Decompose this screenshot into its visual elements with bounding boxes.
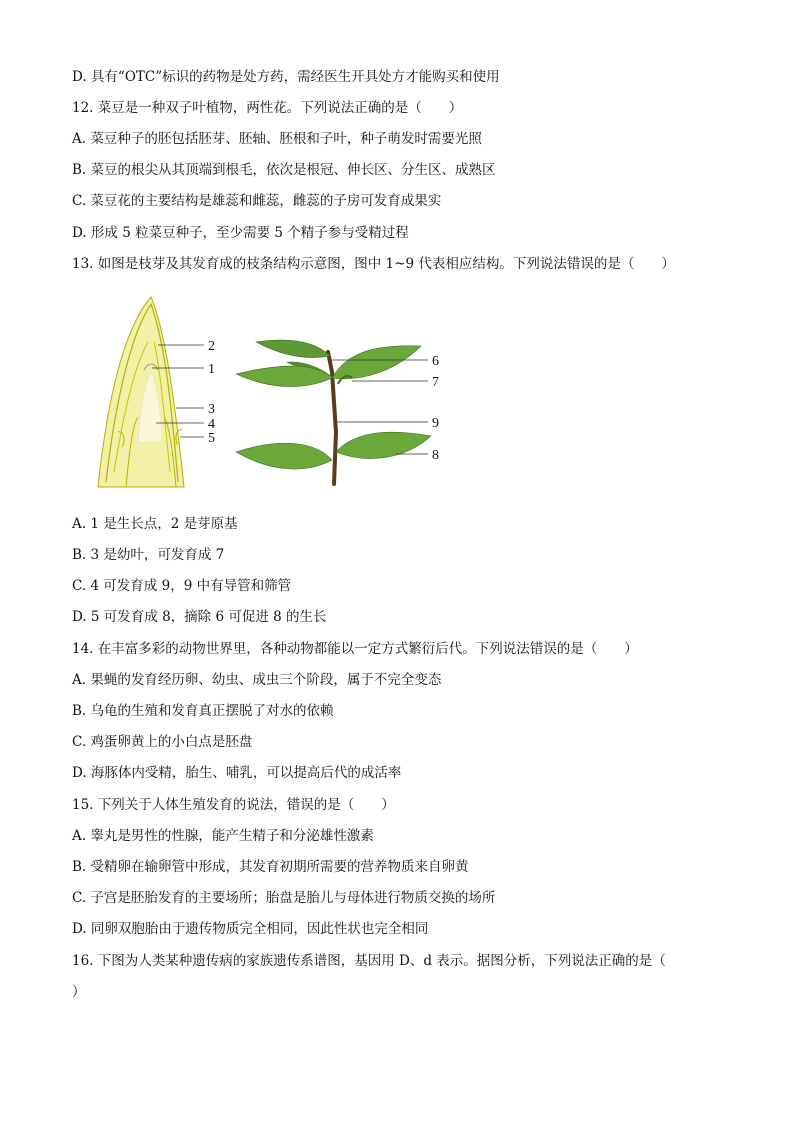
- q13-option-b: B. 3 是幼叶，可发育成 7: [72, 547, 225, 563]
- q14-option-c: C. 鸡蛋卵黄上的小白点是胚盘: [72, 734, 253, 750]
- bud-branch-diagram: [96, 292, 456, 492]
- q14-option-a: A. 果蝇的发育经历卵、幼虫、成虫三个阶段，属于不完全变态: [72, 672, 442, 688]
- q12-option-a: A. 菜豆种子的胚包括胚芽、胚轴、胚根和子叶，种子萌发时需要光照: [72, 131, 482, 147]
- q15-option-d: D. 同卵双胞胎由于遗传物质完全相同，因此性状也完全相同: [72, 921, 429, 937]
- bud-label-1: 1: [208, 362, 215, 377]
- branch-label-7: 7: [432, 375, 439, 390]
- q12-stem: 12. 菜豆是一种双子叶植物，两性花。下列说法正确的是（ ）: [72, 100, 463, 116]
- bud-branch-figure: [96, 292, 456, 492]
- branch-drawing: [236, 340, 431, 484]
- q12-option-b: B. 菜豆的根尖从其顶端到根毛，依次是根冠、伸长区、分生区、成熟区: [72, 162, 496, 178]
- bud-label-2: 2: [208, 339, 215, 354]
- bud-section-drawing: [98, 297, 184, 487]
- q14-option-b: B. 乌龟的生殖和发育真正摆脱了对水的依赖: [72, 703, 334, 719]
- q13-option-c: C. 4 可发育成 9，9 中有导管和筛管: [72, 578, 292, 594]
- q15-option-b: B. 受精卵在输卵管中形成，其发育初期所需要的营养物质来自卵黄: [72, 859, 469, 875]
- q15-option-a: A. 睾丸是男性的性腺，能产生精子和分泌雄性激素: [72, 828, 374, 844]
- branch-label-8: 8: [432, 448, 439, 463]
- q15-stem: 15. 下列关于人体生殖发育的说法，错误的是（ ）: [72, 797, 395, 813]
- q13-option-d: D. 5 可发育成 8，摘除 6 可促进 8 的生长: [72, 609, 327, 625]
- q15-option-c: C. 子宫是胚胎发育的主要场所；胎盘是胎儿与母体进行物质交换的场所: [72, 890, 496, 906]
- q13-stem: 13. 如图是枝芽及其发育成的枝条结构示意图，图中 1~9 代表相应结构。下列说法错误的是（ ）: [72, 256, 675, 272]
- branch-label-6: 6: [432, 354, 439, 369]
- q14-option-d: D. 海豚体内受精，胎生、哺乳，可以提高后代的成活率: [72, 765, 402, 781]
- bud-label-5: 5: [208, 431, 215, 446]
- q12-option-d: D. 形成 5 粒菜豆种子，至少需要 5 个精子参与受精过程: [72, 225, 409, 241]
- q16-stem: 16. 下图为人类某种遗传病的家族遗传系谱图，基因用 D、d 表示。据图分析，下列说法正确的是（: [72, 953, 666, 969]
- q11-option-d: D. 具有“OTC”标识的药物是处方药，需经医生开具处方才能购买和使用: [72, 69, 500, 85]
- bud-label-3: 3: [208, 402, 215, 417]
- q12-option-c: C. 菜豆花的主要结构是雄蕊和雌蕊，雌蕊的子房可发育成果实: [72, 193, 442, 209]
- q16-stem-continued: ）: [72, 984, 86, 1000]
- q14-stem: 14. 在丰富多彩的动物世界里，各种动物都能以一定方式繁衍后代。下列说法错误的是（ ）: [72, 641, 638, 657]
- bud-label-4: 4: [208, 417, 215, 432]
- branch-label-9: 9: [432, 416, 439, 431]
- q13-option-a: A. 1 是生长点，2 是芽原基: [72, 516, 238, 532]
